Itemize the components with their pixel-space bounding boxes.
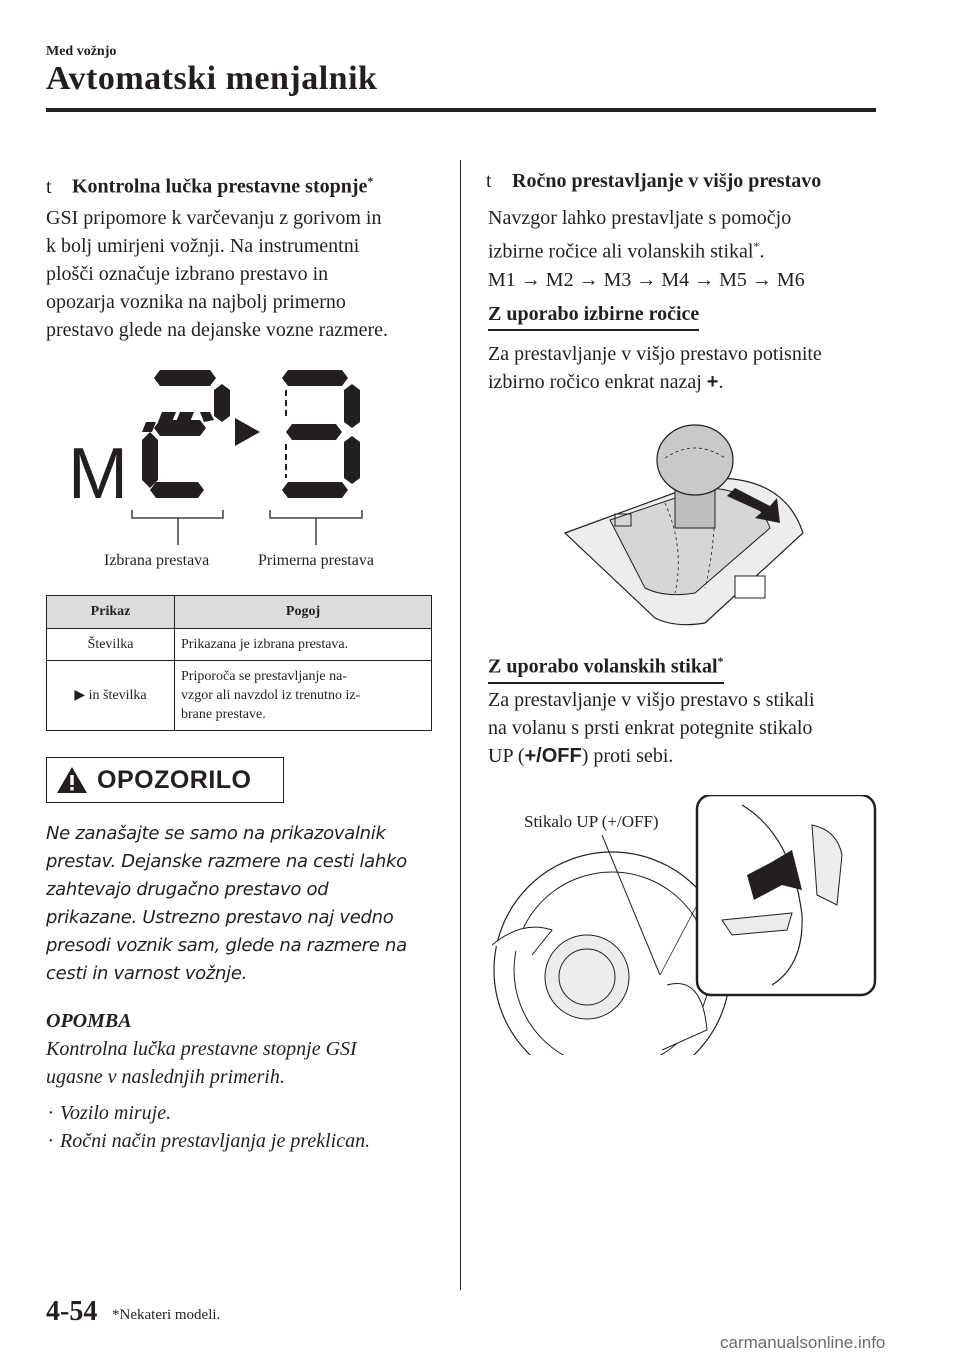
section-bullet: t bbox=[486, 170, 492, 192]
section-title-upshift bbox=[486, 168, 906, 194]
lever-text bbox=[488, 340, 908, 396]
intro-line: GSI pripomore k varčevanju z gorivom in bbox=[46, 207, 382, 229]
header-rule bbox=[46, 108, 876, 112]
intro-mark: * bbox=[753, 239, 760, 253]
warning-label: OPOZORILO bbox=[97, 765, 252, 794]
paddles-line-suffix: ) proti sebi. bbox=[581, 745, 674, 767]
warning-line: zahtevajo drugačno prestavo od bbox=[46, 879, 329, 900]
table-header-condition: Pogoj bbox=[175, 596, 432, 629]
table-cell-display bbox=[47, 661, 175, 731]
table-header-display: Prikaz bbox=[47, 596, 175, 629]
footnote: *Nekateri modeli. bbox=[112, 1307, 221, 1323]
note-list bbox=[46, 1099, 446, 1155]
column-divider bbox=[460, 160, 461, 1290]
paddles-line bbox=[488, 742, 908, 770]
intro-line: Navzgor lahko prestavljate s pomočjo bbox=[488, 207, 792, 229]
paddles-line: na volanu s prsti enkrat potegnite stikalo bbox=[488, 717, 813, 739]
lever-heading: Z uporabo izbirne ročice bbox=[488, 301, 699, 331]
up-off-symbol: +/OFF bbox=[524, 745, 582, 767]
paddles-heading-text: Z uporabo volanskih stikal bbox=[488, 655, 718, 678]
condition-line: Prikazana je izbrana prestava. bbox=[181, 637, 349, 652]
caption-selected-gear: Izbrana prestava bbox=[104, 552, 210, 569]
gear-display-illustration bbox=[60, 360, 390, 570]
warning-line: prikazane. Ustrezno prestavo naj vedno bbox=[46, 907, 394, 928]
lever-line bbox=[488, 368, 908, 396]
intro-line: prestavo glede na dejanske vozne razmere. bbox=[46, 319, 389, 341]
arrow-right-icon: ▶ bbox=[74, 688, 86, 703]
gear-display-graphic bbox=[60, 360, 390, 570]
section-mark: * bbox=[367, 174, 374, 188]
plus-icon: + bbox=[706, 371, 719, 393]
table-row bbox=[47, 661, 432, 731]
gear-sequence: M1 → M2 → M3 → M4 → M5 → M6 bbox=[488, 268, 805, 291]
chapter-title: Avtomatski menjalnik bbox=[46, 60, 378, 97]
steering-paddle-illustration bbox=[492, 795, 877, 1055]
mode-letter: M bbox=[68, 434, 128, 514]
upshift-intro bbox=[488, 204, 908, 294]
table-cell-condition bbox=[175, 629, 432, 661]
gsi-condition-table bbox=[46, 595, 432, 731]
intro-period: . bbox=[759, 240, 765, 263]
section-title-text: Kontrolna lučka prestavne stopnje bbox=[72, 175, 368, 198]
intro-line: plošči označuje izbrano prestavo in bbox=[46, 263, 329, 285]
caption-recommended-gear: Primerna prestava bbox=[258, 552, 374, 569]
warning-line: cesti in varnost vožnje. bbox=[46, 963, 248, 984]
lever-line: Za prestavljanje v višjo prestavo potisnite bbox=[488, 343, 822, 365]
note-line: ugasne v naslednjih primerih. bbox=[46, 1066, 285, 1088]
list-item: · Vozilo miruje. bbox=[46, 1099, 446, 1127]
paddles-text bbox=[488, 686, 908, 770]
watermark: carmanualsonline.info bbox=[720, 1333, 886, 1352]
paddles-line-prefix: UP ( bbox=[488, 745, 525, 767]
warning-line: Ne zanašajte se samo na prikazovalnik bbox=[46, 823, 386, 844]
warning-text bbox=[46, 820, 446, 988]
note-heading: OPOMBA bbox=[46, 1010, 132, 1032]
warning-triangle-icon bbox=[55, 765, 89, 795]
section-title-text: Ročno prestavljanje v višjo prestavo bbox=[512, 170, 822, 192]
section-bullet: t bbox=[46, 175, 52, 198]
running-head: Med vožnjo bbox=[46, 44, 117, 59]
paddles-line: Za prestavljanje v višjo prestavo s stikali bbox=[488, 689, 815, 711]
gsi-intro bbox=[46, 204, 456, 344]
lever-line-text: izbirno ročico enkrat nazaj bbox=[488, 371, 702, 393]
note-line: Kontrolna lučka prestavne stopnje GSI bbox=[46, 1038, 357, 1060]
table-row bbox=[47, 629, 432, 661]
intro-line: k bolj umirjeni vožnji. Na instrumentni bbox=[46, 235, 360, 257]
warning-line: prestav. Dejanske razmere na cesti lahko bbox=[46, 851, 407, 872]
lever-period: . bbox=[718, 371, 724, 393]
note-block bbox=[46, 1007, 446, 1155]
intro-line-text: izbirne ročice ali volanskih stikal bbox=[488, 240, 754, 263]
warning-box bbox=[46, 757, 284, 803]
condition-line: brane prestave. bbox=[181, 707, 266, 722]
shift-lever-illustration bbox=[555, 418, 805, 628]
table-cell-display: Številka bbox=[47, 629, 175, 661]
page-number: 4-54 bbox=[46, 1296, 98, 1327]
list-item: · Ročni način prestavljanja je preklican. bbox=[46, 1127, 446, 1155]
paddles-heading-mark: * bbox=[717, 654, 724, 668]
intro-line bbox=[488, 232, 908, 266]
warning-line: presodi voznik sam, glede na razmere na bbox=[46, 935, 407, 956]
table-header-row bbox=[47, 596, 432, 629]
condition-line: Priporoča se prestavljanje na- bbox=[181, 669, 347, 684]
table-cell-condition bbox=[175, 661, 432, 731]
section-title-gsi bbox=[46, 168, 446, 200]
paddle-callout: Stikalo UP (+/OFF) bbox=[524, 812, 659, 831]
condition-line: vzgor ali navzdol iz trenutno iz- bbox=[181, 688, 361, 703]
display-text: in številka bbox=[85, 688, 147, 703]
paddles-heading bbox=[488, 648, 724, 684]
intro-line: opozarja voznika na najbolj primerno bbox=[46, 291, 346, 313]
